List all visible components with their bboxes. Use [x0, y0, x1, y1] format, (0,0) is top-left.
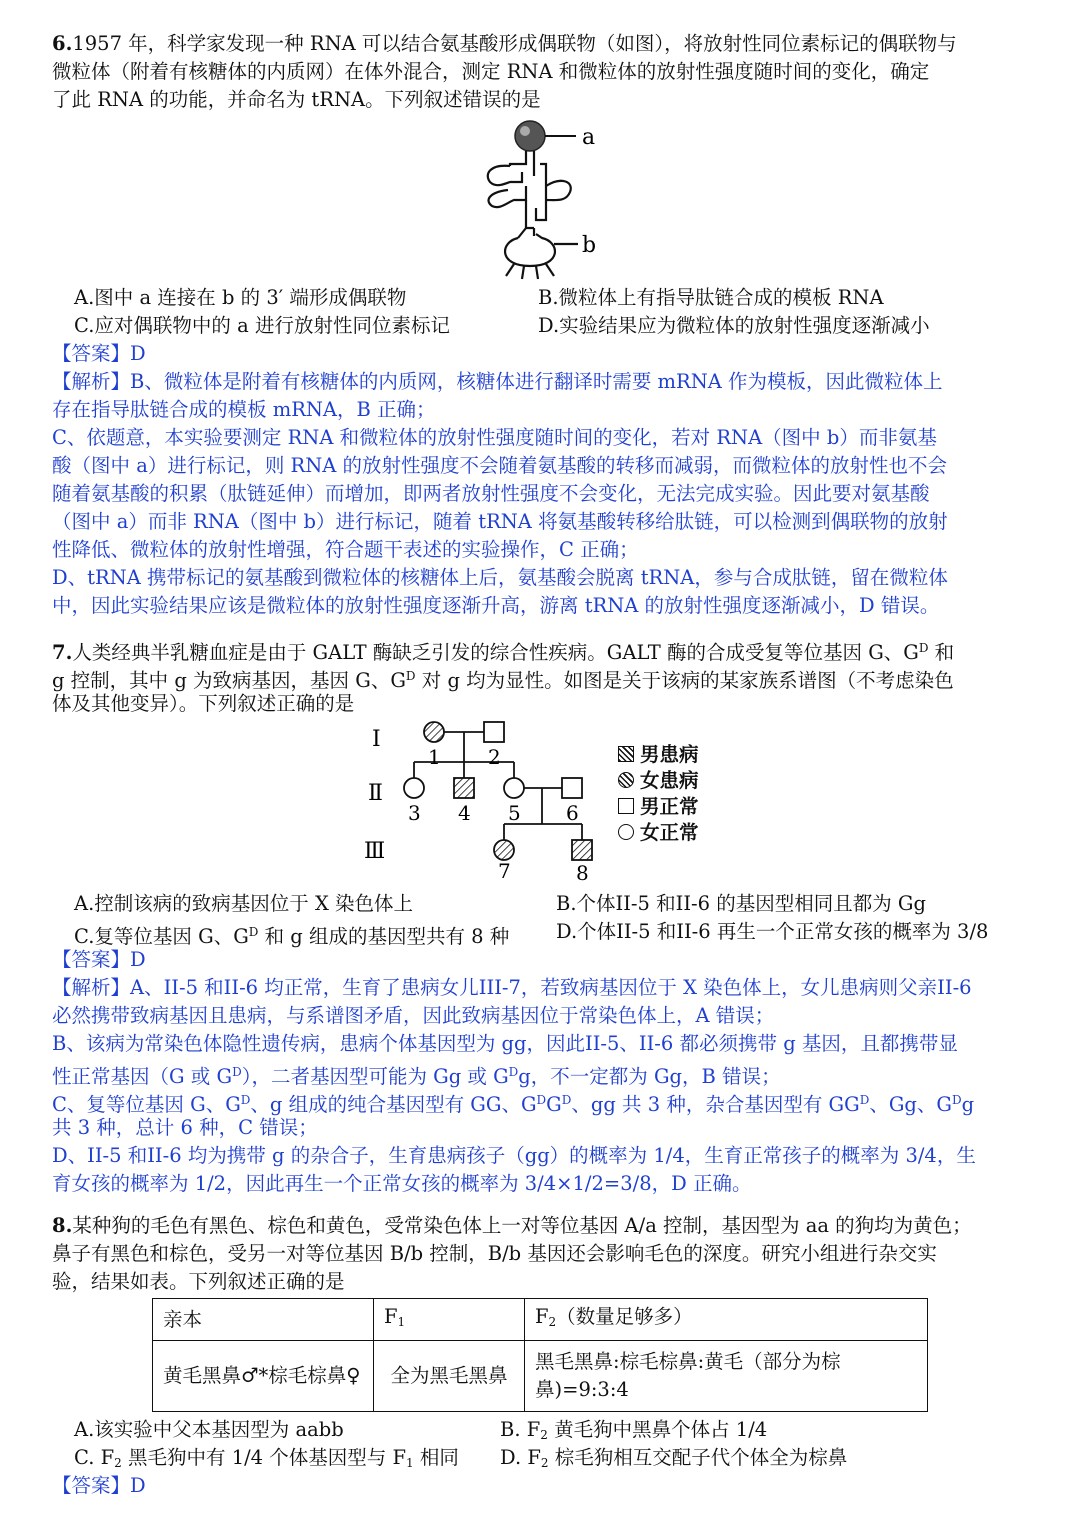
- q7-analysis-line: B、该病为常染色体隐性遗传病，患病个体基因型为 gg，因此II-5、II-6 都必须携带 g 基因，且都携带显: [52, 1032, 958, 1055]
- table-cell: 全为黑毛黑鼻: [374, 1341, 525, 1412]
- svg-text:3: 3: [408, 801, 421, 825]
- q8-option-d: D. $F_2$ 棕毛狗相互交配子代个体全为棕鼻: [500, 1446, 848, 1470]
- q7-analysis-line: 必然携带致病基因且患病，与系谱图矛盾，因此致病基因位于常染色体上，A 错误；: [52, 1004, 775, 1027]
- q8-answer: 【答案】D: [52, 1474, 146, 1497]
- fig-label-a: a: [582, 125, 596, 150]
- q7-analysis-line: 性正常基因（G 或 $G^D$），二者基因型可能为 Gg 或 $G^Dg$，不一定都为 Gg，B 错误；: [52, 1065, 781, 1088]
- q7-stem-line-3: 体及其他变异）。下列叙述正确的是: [52, 692, 355, 715]
- q7-answer: 【答案】D: [52, 948, 146, 971]
- q6-answer: 【答案】D: [52, 342, 146, 365]
- q8-stem-line-1: 8.某种狗的毛色有黑色、棕色和黄色，受常染色体上一对等位基因 A/a 控制，基因型为 aa 的狗均为黄色；: [52, 1214, 972, 1237]
- q7-analysis-line: 【解析】A、II-5 和II-6 均正常，生育了患病女儿III-7，若致病基因位于 X 染色体上，女儿患病则父亲II-6: [52, 976, 972, 999]
- q8-number: 8.: [52, 1214, 73, 1237]
- q8-option-a: A.该实验中父本基因型为 aabb: [74, 1418, 344, 1441]
- svg-text:1: 1: [428, 745, 441, 769]
- q7-analysis-line: 育女孩的概率为 1/2，因此再生一个正常女孩的概率为 3/4×1/2=3/8，D 正确。: [52, 1172, 752, 1195]
- q6-analysis-line: 存在指导肽链合成的模板 mRNA，B 正确；: [52, 398, 436, 421]
- generation-label: Ⅱ: [368, 781, 383, 806]
- q6-analysis-line: D、tRNA 携带标记的氨基酸到微粒体的核糖体上后，氨基酸会脱离 tRNA，参与合成肽链，留在微粒体: [52, 566, 948, 589]
- svg-text:8: 8: [576, 861, 589, 885]
- table-header: $F_1$: [374, 1299, 525, 1341]
- svg-text:5: 5: [508, 801, 521, 825]
- q7-option-a: A.控制该病的致病基因位于 X 染色体上: [74, 892, 414, 915]
- q6-option-a: A.图中 a 连接在 b 的 3′ 端形成偶联物: [74, 286, 407, 309]
- male-affected-icon: [618, 746, 634, 762]
- q6-analysis-line: 性降低、微粒体的放射性增强，符合题干表述的实验操作，C 正确；: [52, 538, 639, 561]
- q7-analysis-line: 共 3 种，总计 6 种，C 错误；: [52, 1116, 318, 1139]
- individual-II-5: [504, 778, 524, 798]
- q6-analysis-line: 【解析】B、微粒体是附着有核糖体的内质网，核糖体进行翻译时需要 mRNA 作为模板，因此微粒体上: [52, 370, 943, 393]
- table-header: 亲本: [153, 1299, 374, 1341]
- legend-male-affected: 男患病: [618, 742, 699, 768]
- q7-option-b: B.个体II-5 和II-6 的基因型相同且都为 Gg: [556, 892, 926, 915]
- q7-option-d: D.个体II-5 和II-6 再生一个正常女孩的概率为 3/8: [556, 920, 989, 943]
- fig-label-b: b: [582, 233, 597, 258]
- female-affected-icon: [618, 772, 634, 788]
- q7-analysis-line: D、II-5 和II-6 均为携带 g 的杂合子，生育患病孩子（gg）的概率为 1/4，生育正常孩子的概率为 3/4，生: [52, 1144, 976, 1167]
- q8-option-c: C. $F_2$ 黑毛狗中有 1/4 个体基因型与 $F_1$ 相同: [74, 1446, 459, 1470]
- individual-I-1: [424, 722, 444, 742]
- individual-III-8: [572, 840, 592, 860]
- table-cell: 黑毛黑鼻:棕毛棕鼻:黄毛（部分为棕鼻)=9:3:4: [525, 1341, 928, 1412]
- table-header: $F_2$（数量足够多）: [525, 1299, 928, 1341]
- table-row: [153, 1341, 928, 1412]
- q6-analysis-line: 酸（图中 a）进行标记，则 RNA 的放射性强度不会随着氨基酸的转移而减弱，而微粒体的放射性也不会: [52, 454, 948, 477]
- q6-option-b: B.微粒体上有指导肽链合成的模板 RNA: [538, 286, 884, 309]
- q6-analysis-line: 中，因此实验结果应该是微粒体的放射性强度逐渐升高，游离 tRNA 的放射性强度逐渐减小，D 错误。: [52, 594, 940, 617]
- q6-option-c: C.应对偶联物中的 a 进行放射性同位素标记: [74, 314, 450, 337]
- q7-number: 7.: [52, 641, 73, 664]
- q6-stem-line-2: 微粒体（附着有核糖体的内质网）在体外混合，测定 RNA 和微粒体的放射性强度随时间的变化，确定: [52, 60, 930, 83]
- svg-text:6: 6: [566, 801, 579, 825]
- male-normal-icon: [618, 798, 634, 814]
- individual-II-4: [454, 778, 474, 798]
- individual-II-6: [562, 778, 582, 798]
- q8-stem-line-3: 验，结果如表。下列叙述正确的是: [52, 1270, 345, 1293]
- trna-figure: [470, 116, 630, 286]
- q8-option-b: B. $F_2$ 黄毛狗中黑鼻个体占 1/4: [500, 1418, 768, 1442]
- generation-label: Ⅲ: [364, 839, 386, 864]
- q7-stem-line-1: 7.人类经典半乳糖血症是由于 GALT 酶缺乏引发的综合性疾病。GALT 酶的合成受复等位基因 G、$G^D$ 和: [52, 641, 955, 664]
- svg-text:7: 7: [498, 859, 511, 883]
- q6-analysis-line: （图中 a）而非 RNA（图中 b）进行标记，随着 tRNA 将氨基酸转移给肽链，可以检测到偶联物的放射: [52, 510, 948, 533]
- legend-female-affected: 女患病: [618, 768, 699, 794]
- amino-acid-ball: [515, 121, 545, 151]
- q6-number: 6.: [52, 32, 73, 55]
- q6-option-d: D.实验结果应为微粒体的放射性强度逐渐减小: [538, 314, 930, 337]
- q6-stem-line-1: 6.1957 年，科学家发现一种 RNA 可以结合氨基酸形成偶联物（如图），将放射性同位素标记的偶联物与: [52, 32, 957, 55]
- legend-male-normal: 男正常: [618, 794, 699, 820]
- q7-option-c: C.复等位基因 G、$G^D$ 和 g 组成的基因型共有 8 种: [74, 925, 510, 948]
- cross-results-table: [152, 1298, 928, 1412]
- q6-analysis-line: C、依题意，本实验要测定 RNA 和微粒体的放射性强度随时间的变化，若对 RNA（图中 b）而非氨基: [52, 426, 937, 449]
- q8-stem-line-2: 鼻子有黑色和棕色，受另一对等位基因 B/b 控制，B/b 基因还会影响毛色的深度。研究小组进行杂交实: [52, 1242, 937, 1265]
- q7-stem-line-2: g 控制，其中 g 为致病基因，基因 G、$G^D$ 对 g 均为显性。如图是关于该病的某家族系谱图（不考虑染色: [52, 669, 954, 692]
- generation-label: Ⅰ: [372, 727, 381, 752]
- pedigree-chart: [360, 718, 620, 888]
- q6-stem-line-3: 了此 RNA 的功能，并命名为 tRNA。下列叙述错误的是: [52, 88, 541, 111]
- svg-text:2: 2: [488, 745, 501, 769]
- individual-I-2: [484, 722, 504, 742]
- q7-analysis-line: C、复等位基因 G、$G^D$、g 组成的纯合基因型有 GG、$G^DG^D$、gg 共 3 种，杂合基因型有 $GG^D$、Gg、$G^Dg$: [52, 1093, 975, 1116]
- table-cell: 黄毛黑鼻♂*棕毛棕鼻♀: [153, 1341, 374, 1412]
- table-header-row: [153, 1299, 928, 1341]
- svg-text:4: 4: [458, 801, 471, 825]
- individual-III-7: [494, 840, 514, 860]
- individual-II-3: [404, 778, 424, 798]
- female-normal-icon: [618, 824, 634, 840]
- q6-analysis-line: 随着氨基酸的积累（肽链延伸）而增加，即两者放射性强度不会变化，无法完成实验。因此要对氨基酸: [52, 482, 930, 505]
- legend-female-normal: 女正常: [618, 820, 699, 846]
